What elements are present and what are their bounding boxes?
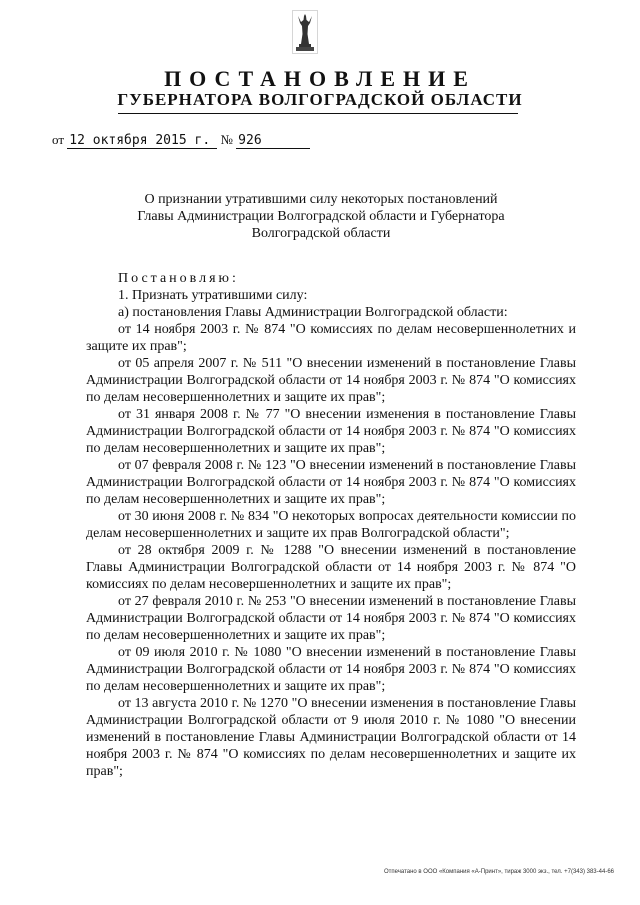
number-prefix: № (220, 132, 233, 147)
decree-entry: от 13 августа 2010 г. № 1270 "О внесении изменения в постановление Главы Администрации Волгоградской области от 9 июля 2010 г. № 1080 "О внесении изменений в постановление Главы Администрации Волгоградской области от 14 ноября 2003 г. № 874 "О комиссиях по делам несовершеннолетних и защите их прав"; (86, 696, 576, 779)
paragraph-subitem-a: а) постановления Главы Администрации Волгоградской области: (118, 305, 508, 320)
heading-line-2: Главы Администрации Волгоградской области и Губернатора (137, 209, 505, 224)
decree-entry: от 05 апреля 2007 г. № 511 "О внесении изменений в постановление Главы Администрации Волгоградской области от 14 ноября 2003 г. № 874 "О комиссиях по делам несовершеннолетних и защите их прав"; (86, 356, 576, 405)
print-footer: Отпечатано в ООО «Компания «А-Принт», тираж 3000 экз., тел. +7(343) 383-44-66 (383, 869, 614, 875)
document-title: ПОСТАНОВЛЕНИЕ (164, 66, 476, 91)
document-date: 12 октября 2015 г. (67, 133, 217, 149)
document-body (86, 270, 576, 780)
document-heading (90, 191, 552, 242)
date-line (52, 132, 310, 149)
document-number: 926 (236, 133, 310, 149)
decree-entry: от 28 октября 2009 г. № 1288 "О внесении изменений в постановление Главы Администрации Волгоградской области от 14 ноября 2003 г. № 874 "О комиссиях по делам несовершеннолетних и защите их прав"; (86, 543, 576, 592)
resolution-intro: Постановляю: (118, 271, 239, 286)
decree-entry: от 07 февраля 2008 г. № 123 "О внесении изменений в постановление Главы Администрации Волгоградской области от 14 ноября 2003 г. № 874 "О комиссиях по делам несовершеннолетних и защите их прав"; (86, 458, 576, 507)
decree-entry: от 31 января 2008 г. № 77 "О внесении изменения в постановление Главы Администрации Волгоградской области от 14 ноября 2003 г. № 874 "О комиссиях по делам несовершеннолетних и защите их прав"; (86, 407, 576, 456)
volgograd-emblem-icon (292, 10, 318, 54)
heading-line-1: О признании утратившими силу некоторых постановлений (144, 192, 498, 207)
date-prefix: от (52, 132, 65, 147)
document-subtitle: ГУБЕРНАТОРА ВОЛГОГРАДСКОЙ ОБЛАСТИ (117, 90, 523, 109)
decree-entry: от 09 июля 2010 г. № 1080 "О внесении изменений в постановление Главы Администрации Волгоградской области от 14 ноября 2003 г. № 874 "О комиссиях по делам несовершеннолетних и защите их прав"; (86, 645, 576, 694)
heading-line-3: Волгоградской области (251, 226, 391, 241)
paragraph-item-1: 1. Признать утратившими силу: (118, 288, 308, 303)
header-divider (118, 113, 518, 114)
decree-entry: от 27 февраля 2010 г. № 253 "О внесении изменений в постановление Главы Администрации Волгоградской области от 14 ноября 2003 г. № 874 "О комиссиях по делам несовершеннолетних и защите их прав"; (86, 594, 576, 643)
decree-entry: от 14 ноября 2003 г. № 874 "О комиссиях по делам несовершеннолетних и защите их прав"; (86, 322, 576, 354)
decree-entry: от 30 июня 2008 г. № 834 "О некоторых вопросах деятельности комиссии по делам несовершеннолетних и защите их прав Волгоградской области"; (86, 509, 576, 541)
